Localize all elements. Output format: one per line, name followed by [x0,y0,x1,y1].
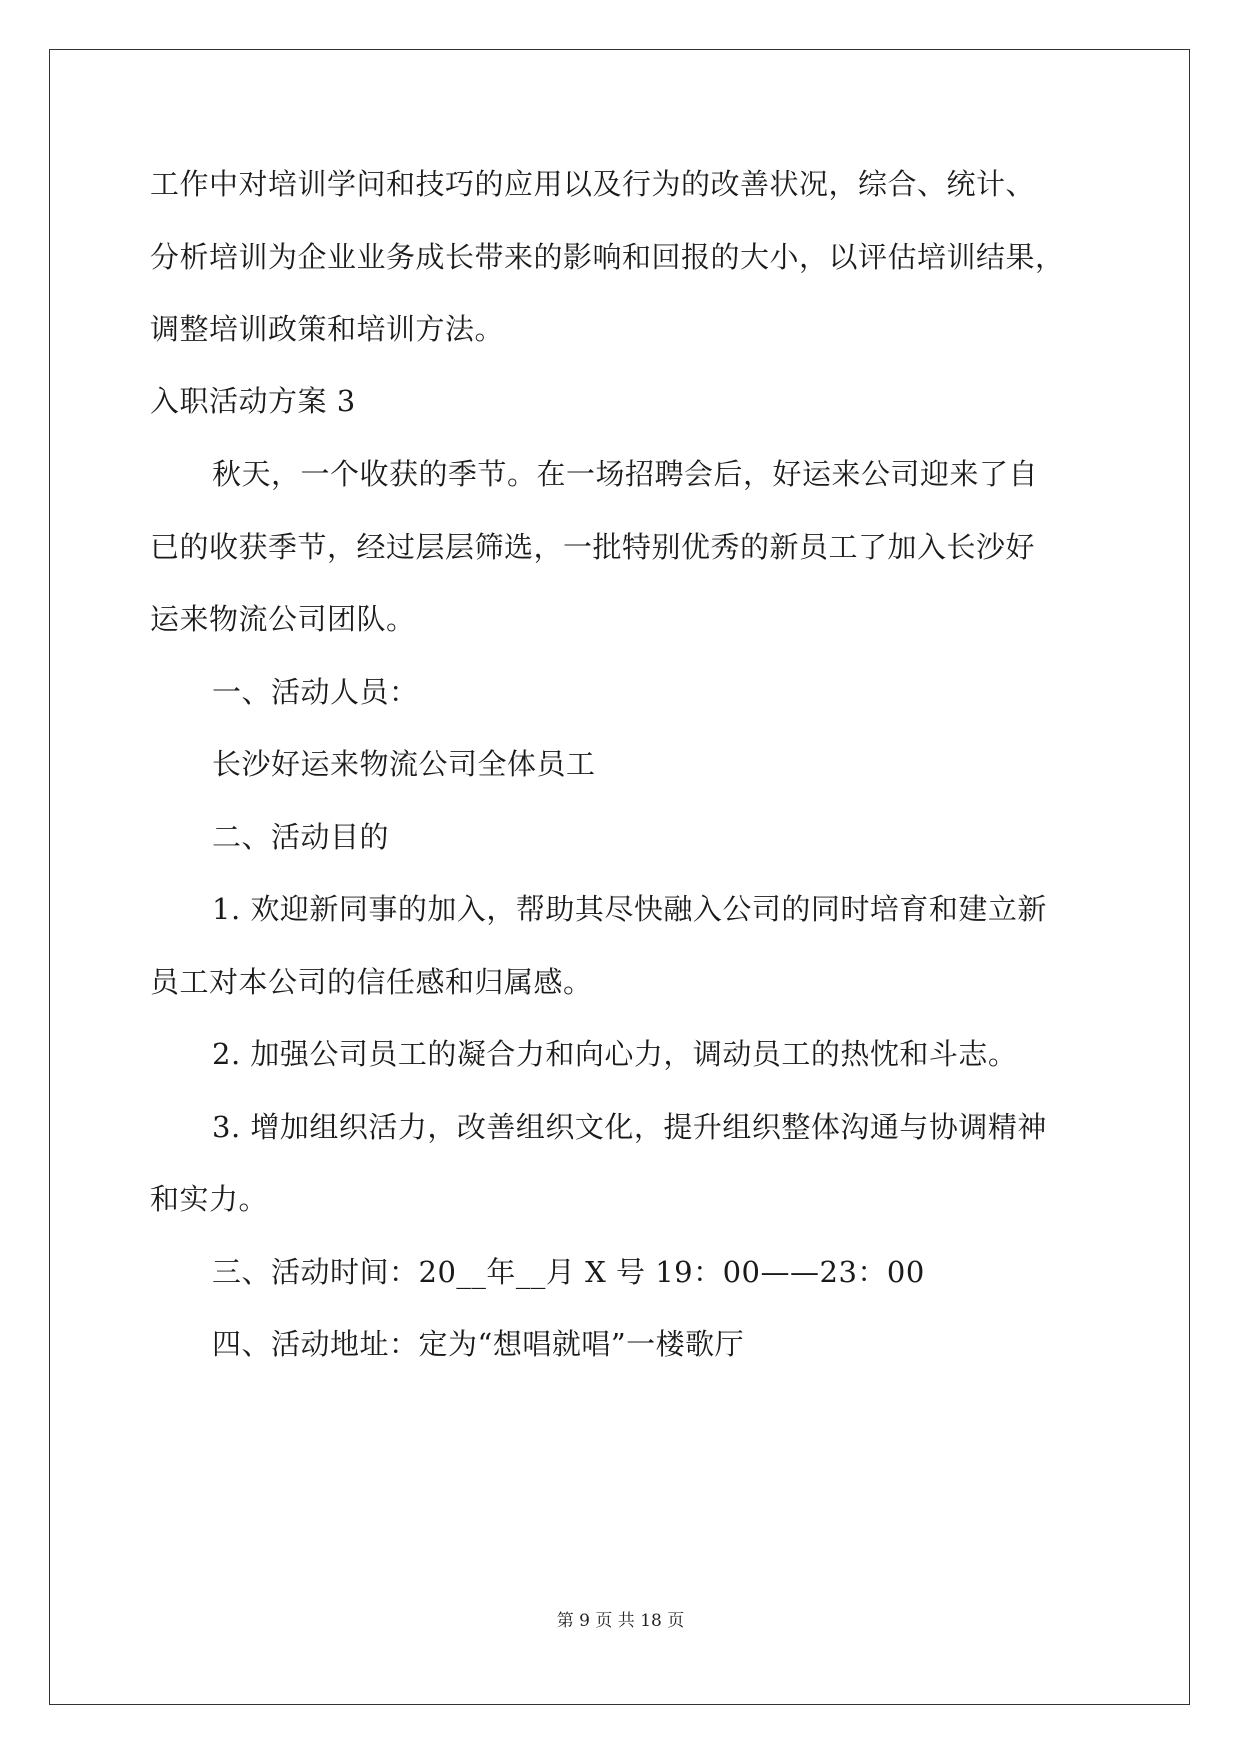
paragraph-line: 分析培训为企业业务成长带来的影响和回报的大小，以评估培训结果， [150,240,1065,274]
paragraph-line: 员工对本公司的信任感和归属感。 [150,965,593,999]
paragraph-line: 秋天，一个收获的季节。在一场招聘会后，好运来公司迎来了自 [212,457,1039,491]
paragraph-line: 已的收获季节，经过层层筛选，一批特别优秀的新员工了加入长沙好 [150,530,1036,564]
section-heading: 入职活动方案 3 [150,384,356,418]
paragraph-line: 长沙好运来物流公司全体员工 [212,747,596,781]
paragraph-line: 一、活动人员： [212,675,419,709]
paragraph-line: 三、活动时间：20__年__月 X 号 19：00——23：00 [212,1255,925,1289]
paragraph-line: 1. 欢迎新同事的加入，帮助其尽快融入公司的同时培育和建立新 [212,892,1047,926]
paragraph-line: 调整培训政策和培训方法。 [150,312,505,346]
paragraph-line: 运来物流公司团队。 [150,602,416,636]
paragraph-line: 和实力。 [150,1182,269,1216]
paragraph-line: 四、活动地址：定为“想唱就唱”一楼歌厅 [212,1327,745,1361]
paragraph-line: 二、活动目的 [212,820,390,854]
page-number-footer: 第 9 页 共 18 页 [556,1611,685,1631]
paragraph-line: 3. 增加组织活力，改善组织文化，提升组织整体沟通与协调精神 [212,1110,1047,1144]
paragraph-line: 2. 加强公司员工的凝合力和向心力，调动员工的热忱和斗志。 [212,1037,1018,1071]
page-border [49,49,1190,1705]
paragraph-line: 工作中对培训学问和技巧的应用以及行为的改善状况，综合、统计、 [150,167,1036,201]
